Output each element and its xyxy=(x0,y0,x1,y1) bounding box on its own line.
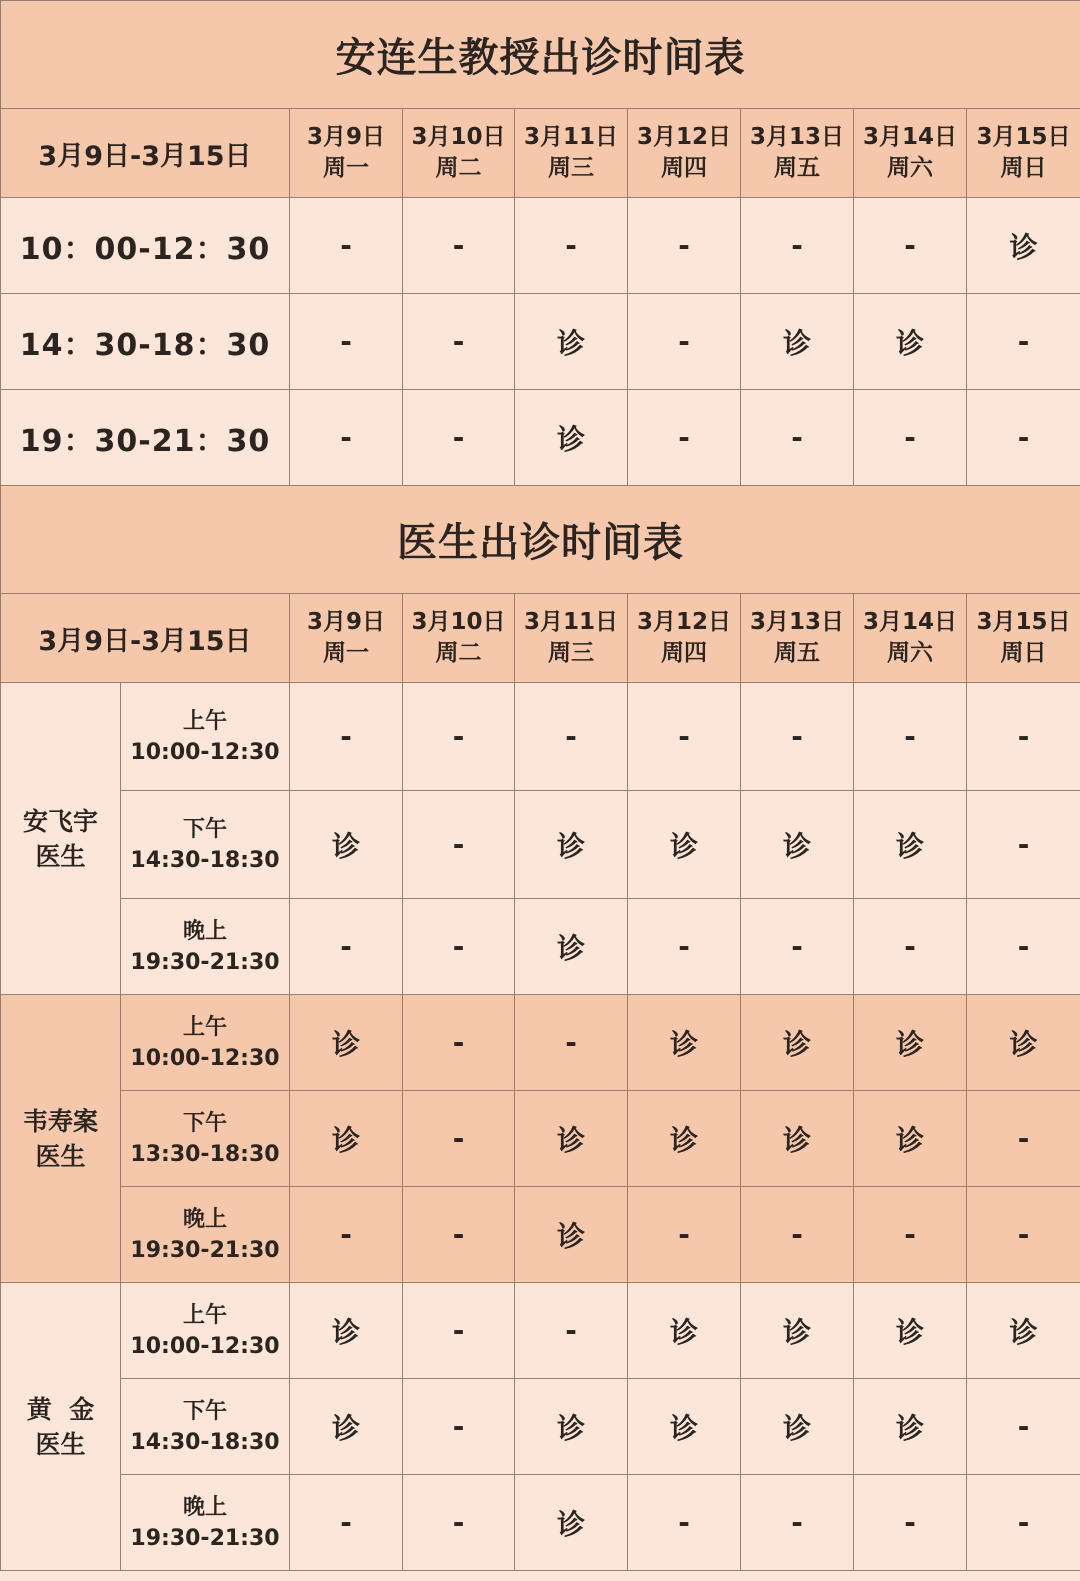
schedule-cell: - xyxy=(403,1475,515,1571)
schedule-cell: 诊 xyxy=(854,791,967,899)
schedule-cell: 诊 xyxy=(515,1187,628,1283)
schedule-cell: - xyxy=(854,899,967,995)
schedule-cell: - xyxy=(290,1475,403,1571)
schedule-cell: 诊 xyxy=(290,1091,403,1187)
table-row xyxy=(1,683,1080,791)
schedule-cell: - xyxy=(854,1475,967,1571)
schedule-cell: - xyxy=(628,899,741,995)
day-weekday: 周三 xyxy=(548,155,594,181)
schedule-cell: 诊 xyxy=(854,1379,967,1475)
table-row xyxy=(1,1379,1080,1475)
schedule-cell: - xyxy=(741,1475,854,1571)
time-slot-label xyxy=(121,1475,290,1571)
schedule-cell: 诊 xyxy=(741,1379,854,1475)
slot-time: 19:30-21:30 xyxy=(130,1525,280,1551)
day-date: 3月15日 xyxy=(976,124,1071,150)
schedule-cell: 诊 xyxy=(628,791,741,899)
schedule-cell: 诊 xyxy=(290,1379,403,1475)
day-header xyxy=(967,594,1080,683)
date-range-label: 3月9日-3月15日 xyxy=(1,594,290,683)
time-slot-label xyxy=(121,899,290,995)
day-header xyxy=(854,109,967,198)
schedule-cell: - xyxy=(628,683,741,791)
schedule-cell: - xyxy=(290,390,403,486)
schedule-cell: - xyxy=(290,294,403,390)
schedule-cell: 诊 xyxy=(741,1091,854,1187)
day-header xyxy=(967,109,1080,198)
schedule-cell: 诊 xyxy=(628,1283,741,1379)
schedule-cell: 诊 xyxy=(967,1283,1080,1379)
schedule-cell: - xyxy=(403,683,515,791)
doctor-title-line: 医生 xyxy=(35,841,86,871)
time-slot-label xyxy=(121,1283,290,1379)
day-weekday: 周日 xyxy=(1000,155,1047,181)
table-row xyxy=(1,294,1080,390)
schedule-cell: 诊 xyxy=(628,1379,741,1475)
table-row xyxy=(1,1091,1080,1187)
schedule-cell: - xyxy=(967,294,1080,390)
slot-time: 10:00-12:30 xyxy=(130,739,280,765)
slot-period: 下午 xyxy=(182,1398,227,1424)
schedule-cell: - xyxy=(741,899,854,995)
table2-title: 医生出诊时间表 xyxy=(1,486,1080,594)
schedule-cell: - xyxy=(290,198,403,294)
slot-period: 晚上 xyxy=(182,1494,227,1520)
doctor-title-line: 医生 xyxy=(35,1141,86,1171)
time-slot-label xyxy=(121,1379,290,1475)
schedule-cell: 诊 xyxy=(515,1379,628,1475)
schedule-cell: - xyxy=(628,198,741,294)
schedule-cell: - xyxy=(515,683,628,791)
schedule-cell: - xyxy=(403,1283,515,1379)
date-range-label: 3月9日-3月15日 xyxy=(1,109,290,198)
schedule-cell: - xyxy=(403,294,515,390)
day-weekday: 周六 xyxy=(887,155,933,181)
time-slot-label: 19：30-21：30 xyxy=(1,390,290,486)
table-row xyxy=(1,899,1080,995)
day-date: 3月15日 xyxy=(976,609,1071,635)
day-weekday: 周一 xyxy=(323,640,369,666)
schedule-cell: - xyxy=(967,683,1080,791)
schedule-cell: - xyxy=(403,1187,515,1283)
time-slot-label xyxy=(121,995,290,1091)
day-date: 3月12日 xyxy=(636,609,731,635)
table-row xyxy=(1,791,1080,899)
slot-time: 10:00-12:30 xyxy=(130,1333,280,1359)
day-header xyxy=(515,109,628,198)
slot-period: 上午 xyxy=(182,1014,227,1040)
time-slot-label: 10：00-12：30 xyxy=(1,198,290,294)
schedule-cell: 诊 xyxy=(515,390,628,486)
schedule-cell: - xyxy=(967,791,1080,899)
day-date: 3月10日 xyxy=(411,609,506,635)
day-weekday: 周六 xyxy=(887,640,933,666)
time-slot-label xyxy=(121,683,290,791)
slot-time: 19:30-21:30 xyxy=(130,949,280,975)
schedule-cell: - xyxy=(967,390,1080,486)
schedule-cell: - xyxy=(290,683,403,791)
schedule-cell: - xyxy=(403,1091,515,1187)
schedule-cell: 诊 xyxy=(290,995,403,1091)
doctor-name-line: 韦寿案 xyxy=(22,1106,98,1136)
day-date: 3月9日 xyxy=(306,609,385,635)
schedule-cell: - xyxy=(741,1187,854,1283)
schedule-cell: - xyxy=(628,294,741,390)
day-weekday: 周一 xyxy=(323,155,369,181)
schedule-cell: - xyxy=(403,390,515,486)
day-weekday: 周日 xyxy=(1000,640,1047,666)
day-date: 3月9日 xyxy=(306,124,385,150)
day-header xyxy=(290,594,403,683)
slot-time: 10:00-12:30 xyxy=(130,1045,280,1071)
schedule-cell: - xyxy=(967,1091,1080,1187)
day-header xyxy=(403,109,515,198)
schedule-cell: - xyxy=(290,1187,403,1283)
day-header xyxy=(628,109,741,198)
day-date: 3月14日 xyxy=(862,609,957,635)
schedule-cell: 诊 xyxy=(290,1283,403,1379)
schedule-cell: 诊 xyxy=(515,791,628,899)
schedule-cell: - xyxy=(515,198,628,294)
day-weekday: 周五 xyxy=(774,640,820,666)
day-date: 3月13日 xyxy=(749,609,844,635)
schedule-cell: - xyxy=(515,995,628,1091)
table-row xyxy=(1,390,1080,486)
schedule-cell: 诊 xyxy=(515,1475,628,1571)
day-weekday: 周五 xyxy=(774,155,820,181)
day-weekday: 周三 xyxy=(548,640,594,666)
schedule-cell: 诊 xyxy=(628,995,741,1091)
header-row xyxy=(1,594,1080,683)
table-row xyxy=(1,1283,1080,1379)
schedule-cell: 诊 xyxy=(290,791,403,899)
schedule-cell: - xyxy=(854,390,967,486)
schedule-cell: - xyxy=(403,791,515,899)
day-header xyxy=(515,594,628,683)
slot-time: 19:30-21:30 xyxy=(130,1237,280,1263)
schedule-cell: - xyxy=(515,1283,628,1379)
day-date: 3月13日 xyxy=(749,124,844,150)
schedule-cell: - xyxy=(403,995,515,1091)
schedule-cell: 诊 xyxy=(967,995,1080,1091)
doctor-name-line: 安飞宇 xyxy=(22,806,98,836)
schedule-cell: - xyxy=(741,198,854,294)
slot-time: 14:30-18:30 xyxy=(130,1429,280,1455)
day-date: 3月14日 xyxy=(862,124,957,150)
slot-period: 晚上 xyxy=(182,918,227,944)
schedule-cell: - xyxy=(403,1379,515,1475)
time-slot-label xyxy=(121,1187,290,1283)
day-weekday: 周二 xyxy=(435,640,482,666)
table-row xyxy=(1,198,1080,294)
schedule-cell: - xyxy=(967,899,1080,995)
schedule-cell: 诊 xyxy=(628,1091,741,1187)
day-weekday: 周四 xyxy=(661,155,707,181)
schedule-cell: - xyxy=(967,1475,1080,1571)
time-slot-label: 14：30-18：30 xyxy=(1,294,290,390)
schedule-cell: 诊 xyxy=(967,198,1080,294)
schedule-cell: - xyxy=(741,683,854,791)
table1-title: 安连生教授出诊时间表 xyxy=(1,1,1080,109)
table-row xyxy=(1,1475,1080,1571)
schedule-cell: 诊 xyxy=(515,899,628,995)
day-date: 3月11日 xyxy=(523,609,618,635)
time-slot-label xyxy=(121,1091,290,1187)
day-weekday: 周二 xyxy=(435,155,482,181)
day-header xyxy=(741,594,854,683)
doctor-title-line: 医生 xyxy=(35,1429,86,1459)
slot-period: 上午 xyxy=(182,708,227,734)
doctor-name-line: 黄 金 xyxy=(26,1394,95,1424)
schedule-cell: 诊 xyxy=(741,1283,854,1379)
schedule-cell: 诊 xyxy=(854,995,967,1091)
schedule-cell: - xyxy=(290,899,403,995)
schedule-cell: 诊 xyxy=(515,294,628,390)
schedule-cell: - xyxy=(854,1187,967,1283)
schedule-cell: - xyxy=(854,198,967,294)
time-slot-label xyxy=(121,791,290,899)
table-row xyxy=(1,1187,1080,1283)
slot-period: 下午 xyxy=(182,1110,227,1136)
header-row xyxy=(1,109,1080,198)
schedule-cell: 诊 xyxy=(515,1091,628,1187)
slot-period: 下午 xyxy=(182,816,227,842)
day-header xyxy=(290,109,403,198)
doctor-name xyxy=(1,995,121,1283)
day-header xyxy=(741,109,854,198)
schedule-cell: 诊 xyxy=(854,294,967,390)
schedule-cell: 诊 xyxy=(741,995,854,1091)
day-date: 3月11日 xyxy=(523,124,618,150)
schedule-cell: - xyxy=(403,899,515,995)
day-header xyxy=(403,594,515,683)
schedule-cell: 诊 xyxy=(854,1283,967,1379)
table1-title-row xyxy=(1,1,1080,109)
schedule-cell: - xyxy=(967,1379,1080,1475)
schedule-cell: - xyxy=(628,1187,741,1283)
slot-time: 13:30-18:30 xyxy=(130,1141,280,1167)
schedule-cell: - xyxy=(854,683,967,791)
slot-period: 上午 xyxy=(182,1302,227,1328)
schedule-cell: 诊 xyxy=(741,791,854,899)
doctor-name xyxy=(1,683,121,995)
table-row xyxy=(1,995,1080,1091)
day-header xyxy=(854,594,967,683)
slot-period: 晚上 xyxy=(182,1206,227,1232)
day-header xyxy=(628,594,741,683)
table2-title-row xyxy=(1,486,1080,594)
schedule-cell: - xyxy=(628,1475,741,1571)
schedule-cell: - xyxy=(967,1187,1080,1283)
schedule-cell: - xyxy=(628,390,741,486)
day-date: 3月10日 xyxy=(411,124,506,150)
schedule-cell: - xyxy=(403,198,515,294)
day-weekday: 周四 xyxy=(661,640,707,666)
doctor-name xyxy=(1,1283,121,1571)
day-date: 3月12日 xyxy=(636,124,731,150)
schedule-cell: 诊 xyxy=(741,294,854,390)
slot-time: 14:30-18:30 xyxy=(130,847,280,873)
schedule-cell: - xyxy=(741,390,854,486)
schedule-cell: 诊 xyxy=(854,1091,967,1187)
